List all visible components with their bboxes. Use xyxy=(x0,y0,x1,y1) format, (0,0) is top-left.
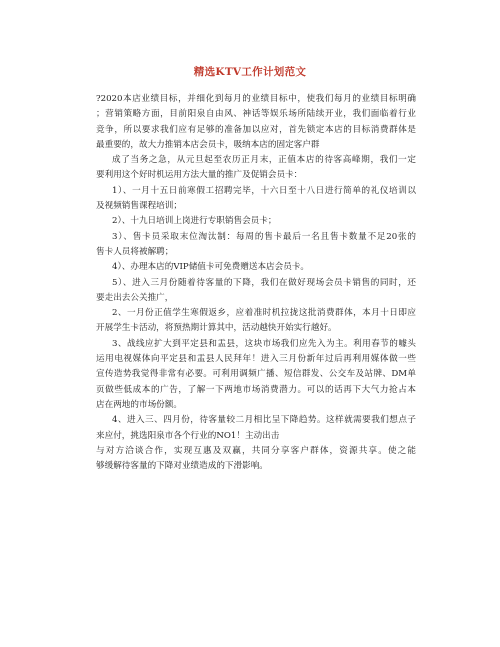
text-line: 2、一月份正值学生寒假返乡，应着准时机拉拢这批消费群体，本月十日即应 xyxy=(112,308,416,319)
text-line: 4）、办理本店的VIP储值卡可免费赠送本店会员卡。 xyxy=(112,262,310,273)
text-line: 页做些低成本的广告，了解一下两地市场消费潜力。可以的话再下大气力抢占本 xyxy=(96,384,416,395)
text-line: 开展学生卡活动，将预热期计算其中，活动越快开始实行越好。 xyxy=(96,323,337,334)
text-line: 4、进入三、四月份，待客量较二月相比呈下降趋势。这样就需要我们想点子 xyxy=(112,415,416,426)
text-line: 店在两地的市场份额。 xyxy=(96,399,182,410)
text-line: ?2020本店业绩目标，并细化到每月的业绩目标中，使我们每月的业绩目标明确 xyxy=(96,94,416,104)
text-line: 及视频销售课程培训； xyxy=(96,201,182,212)
document-title: 精选KTV工作计划范文 xyxy=(193,66,307,78)
document-body xyxy=(96,92,416,474)
text-line: 3）、售卡员采取末位淘汰制：每周的售卡最后一名且售卡数量不足20张的 xyxy=(112,231,416,242)
text-line: 2）、十九日培训上岗进行专职销售会员卡； xyxy=(112,216,277,227)
text-line: 够缓解待客量的下降对业绩造成的下滑影响。 xyxy=(96,461,268,472)
text-line: 来应付，挑选阳泉市各个行业的NO1！主动出击 xyxy=(96,430,280,441)
text-line: ；营销策略方面，目前阳泉自由风、神话等娱乐场所陆续开业，我们面临着行业 xyxy=(96,109,416,120)
text-line: 5）、进入三月份随着待客量的下降，我们在做好现场会员卡销售的同时，还 xyxy=(112,277,416,288)
text-line: 竞争，所以要求我们应有足够的准备加以应对，首先锁定本店的目标消费群体是 xyxy=(96,124,416,135)
text-line: 售卡人员将被解聘； xyxy=(96,246,174,257)
text-line: 1）、一月十五日前寒假工招聘完毕，十六日至十八日进行简单的礼仪培训以 xyxy=(112,185,416,196)
text-line: 3、战线应扩大到平定县和盂县，这块市场我们应先入为主。利用春节的噱头 xyxy=(112,338,416,349)
text-line: 宣传造势我觉得非常有必要。可利用调频广播、短信群发、公交车及站牌、DM单 xyxy=(96,369,416,380)
text-line: 运用电视媒体向平定县和盂县人民拜年！进入三月份新年过后再利用媒体做一些 xyxy=(96,354,416,365)
text-line: 与对方洽谈合作，实现互惠及双赢，共同分享客户群体，资源共享。使之能 xyxy=(96,445,416,456)
text-line: 要走出去公关推广， xyxy=(96,292,174,303)
text-line: 最重要的，故大力推销本店会员卡，吸纳本店的固定客户群 xyxy=(96,139,320,150)
text-line: 成了当务之急，从元旦起至农历正月末，正值本店的待客高峰期，我们一定 xyxy=(112,155,416,166)
text-line: 要利用这个好时机运用方法大量的推广及促销会员卡： xyxy=(96,170,303,181)
